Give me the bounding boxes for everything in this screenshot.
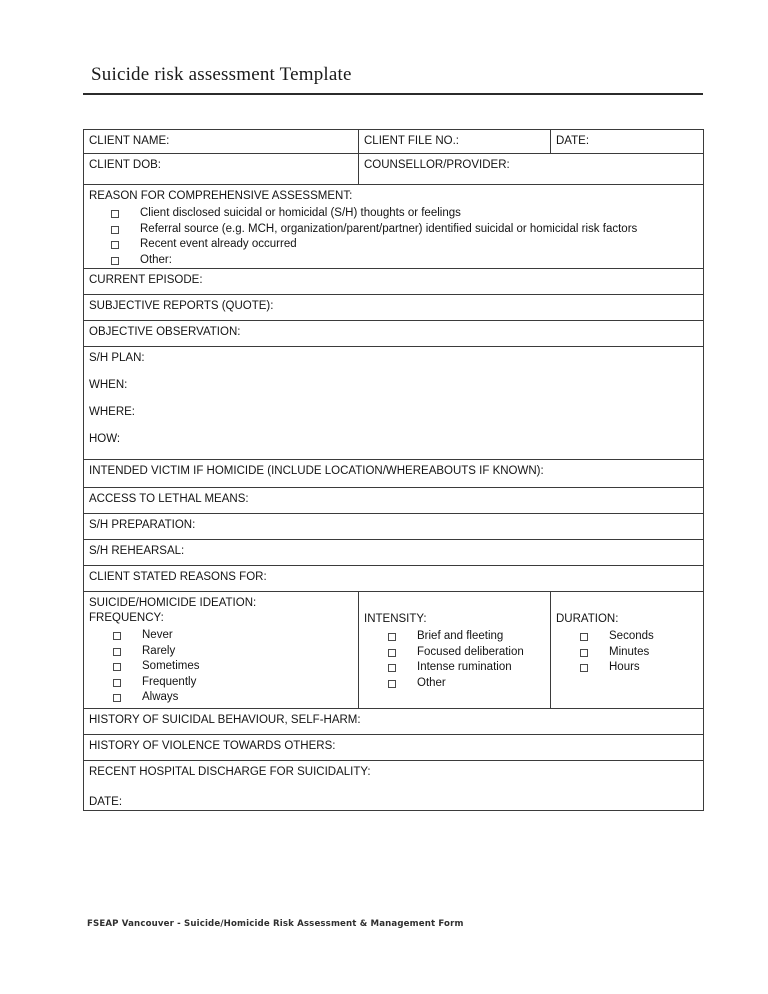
reason-option-label: Referral source (e.g. MCH, organization/parent/partner) identified suicidal or homicidal risk factors	[140, 222, 638, 235]
field-current-episode-label: CURRENT EPISODE:	[89, 274, 203, 286]
table-row-client-stated-reasons	[84, 566, 704, 592]
list-item[interactable]	[111, 237, 703, 253]
frequency-checkbox-list	[89, 628, 358, 706]
field-client-file-no[interactable]	[359, 130, 551, 154]
table-row-intended-victim	[84, 460, 704, 488]
list-item[interactable]	[113, 659, 358, 675]
table-row-sh-rehearsal	[84, 540, 704, 566]
section-ideation-intensity	[359, 592, 551, 709]
checkbox-icon[interactable]	[111, 226, 119, 234]
table-row-history-suicidal	[84, 709, 704, 735]
field-sh-plan-label: S/H PLAN:	[89, 352, 145, 364]
checkbox-icon[interactable]	[388, 633, 396, 641]
intensity-option-label: Brief and fleeting	[417, 630, 504, 642]
field-history-suicidal[interactable]	[84, 709, 704, 735]
field-access-lethal-means[interactable]	[84, 488, 704, 514]
list-item[interactable]	[580, 645, 703, 661]
list-item[interactable]	[580, 660, 703, 676]
duration-option-label: Seconds	[609, 630, 654, 642]
frequency-option-label: Never	[142, 629, 173, 641]
checkbox-icon[interactable]	[111, 241, 119, 249]
field-client-stated-reasons-label: CLIENT STATED REASONS FOR:	[89, 571, 267, 583]
field-client-name[interactable]	[84, 130, 359, 154]
field-intended-victim[interactable]	[84, 460, 704, 488]
intensity-label: INTENSITY:	[364, 613, 427, 625]
duration-option-label: Hours	[609, 661, 640, 673]
reason-option-label: Other:	[140, 253, 172, 266]
checkbox-icon[interactable]	[113, 648, 121, 656]
field-how-label: HOW:	[89, 433, 121, 445]
field-sh-preparation-label: S/H PREPARATION:	[89, 519, 196, 531]
list-item[interactable]	[580, 629, 703, 645]
list-item[interactable]	[388, 645, 550, 661]
field-history-suicidal-label: HISTORY OF SUICIDAL BEHAVIOUR, SELF-HARM:	[89, 714, 361, 726]
field-counsellor-provider[interactable]	[359, 154, 704, 185]
field-sh-rehearsal[interactable]	[84, 540, 704, 566]
list-item[interactable]	[388, 676, 550, 692]
table-row-subjective-reports	[84, 295, 704, 321]
field-client-file-no-label: CLIENT FILE NO.:	[364, 135, 460, 147]
field-client-dob[interactable]	[84, 154, 359, 185]
checkbox-icon[interactable]	[388, 649, 396, 657]
table-row-reason-for-assessment	[84, 185, 704, 269]
table-row-sh-plan	[84, 347, 704, 460]
field-when-label: WHEN:	[89, 379, 128, 391]
reason-checkbox-list	[89, 206, 703, 268]
field-subjective-reports[interactable]	[84, 295, 704, 321]
checkbox-icon[interactable]	[113, 632, 121, 640]
section-reason-for-assessment	[84, 185, 704, 269]
table-row-current-episode	[84, 269, 704, 295]
table-row-objective-observation	[84, 321, 704, 347]
field-where-label: WHERE:	[89, 406, 135, 418]
checkbox-icon[interactable]	[113, 679, 121, 687]
checkbox-icon[interactable]	[113, 663, 121, 671]
intensity-option-label: Intense rumination	[417, 661, 512, 673]
checkbox-icon[interactable]	[580, 633, 588, 641]
checkbox-icon[interactable]	[580, 664, 588, 672]
field-intended-victim-label: INTENDED VICTIM IF HOMICIDE (INCLUDE LOCATION/WHEREABOUTS IF KNOWN):	[89, 465, 544, 477]
field-client-stated-reasons[interactable]	[84, 566, 704, 592]
field-sh-rehearsal-label: S/H REHEARSAL:	[89, 545, 185, 557]
table-row-sh-preparation	[84, 514, 704, 540]
title-block	[83, 62, 703, 95]
field-counsellor-provider-label: COUNSELLOR/PROVIDER:	[364, 159, 510, 171]
section-ideation-duration	[551, 592, 704, 709]
reason-section-label: REASON FOR COMPREHENSIVE ASSESSMENT:	[89, 190, 353, 202]
list-item[interactable]	[111, 206, 703, 222]
field-client-name-label: CLIENT NAME:	[89, 135, 170, 147]
list-item[interactable]	[111, 253, 703, 269]
field-discharge-date-label: DATE:	[89, 796, 123, 808]
frequency-option-label: Rarely	[142, 644, 176, 657]
page-title: Suicide risk assessment Template	[91, 64, 352, 85]
reason-option-label: Recent event already occurred	[140, 238, 297, 250]
field-subjective-reports-label: SUBJECTIVE REPORTS (QUOTE):	[89, 300, 274, 312]
duration-label: DURATION:	[556, 613, 619, 625]
table-row-dob-counsellor	[84, 154, 704, 185]
field-current-episode[interactable]	[84, 269, 704, 295]
table-row-client-identifiers	[84, 130, 704, 154]
field-history-violence[interactable]	[84, 735, 704, 761]
checkbox-icon[interactable]	[111, 210, 119, 218]
list-item[interactable]	[113, 628, 358, 644]
list-item[interactable]	[388, 660, 550, 676]
checkbox-icon[interactable]	[388, 664, 396, 672]
reason-option-label: Client disclosed suicidal or homicidal (S/H) thoughts or feelings	[140, 207, 461, 219]
ideation-heading: SUICIDE/HOMICIDE IDEATION:	[89, 597, 257, 609]
checkbox-icon[interactable]	[111, 257, 119, 265]
table-row-access-lethal-means	[84, 488, 704, 514]
duration-checkbox-list	[556, 629, 703, 676]
field-client-dob-label: CLIENT DOB:	[89, 159, 161, 171]
field-recent-hospital-discharge-label: RECENT HOSPITAL DISCHARGE FOR SUICIDALITY:	[89, 766, 371, 778]
checkbox-icon[interactable]	[388, 680, 396, 688]
list-item[interactable]	[111, 222, 703, 238]
field-access-lethal-means-label: ACCESS TO LETHAL MEANS:	[89, 493, 249, 505]
page-footer: FSEAP Vancouver - Suicide/Homicide Risk Assessment & Management Form	[87, 919, 464, 929]
field-objective-observation-label: OBJECTIVE OBSERVATION:	[89, 326, 241, 338]
field-recent-hospital-discharge[interactable]	[84, 761, 704, 811]
intensity-option-label: Focused deliberation	[417, 645, 524, 658]
intensity-checkbox-list	[364, 629, 550, 691]
table-row-ideation	[84, 592, 704, 709]
checkbox-icon[interactable]	[113, 694, 121, 702]
frequency-option-label: Frequently	[142, 675, 197, 688]
field-date-label: DATE:	[556, 135, 590, 147]
section-sh-plan[interactable]	[84, 347, 704, 460]
list-item[interactable]	[113, 644, 358, 660]
field-history-violence-label: HISTORY OF VIOLENCE TOWARDS OTHERS:	[89, 740, 336, 752]
list-item[interactable]	[113, 675, 358, 691]
frequency-option-label: Always	[142, 691, 179, 703]
field-date[interactable]	[551, 130, 704, 154]
section-ideation-frequency	[84, 592, 359, 709]
assessment-form-table	[83, 129, 704, 811]
title-divider	[83, 93, 703, 95]
intensity-option-label: Other	[417, 676, 446, 689]
duration-option-label: Minutes	[609, 645, 650, 658]
table-row-recent-hospital-discharge	[84, 761, 704, 811]
checkbox-icon[interactable]	[580, 649, 588, 657]
list-item[interactable]	[388, 629, 550, 645]
table-row-history-violence	[84, 735, 704, 761]
field-objective-observation[interactable]	[84, 321, 704, 347]
list-item[interactable]	[113, 690, 358, 706]
field-sh-preparation[interactable]	[84, 514, 704, 540]
frequency-option-label: Sometimes	[142, 660, 200, 672]
frequency-label: FREQUENCY:	[89, 612, 164, 624]
